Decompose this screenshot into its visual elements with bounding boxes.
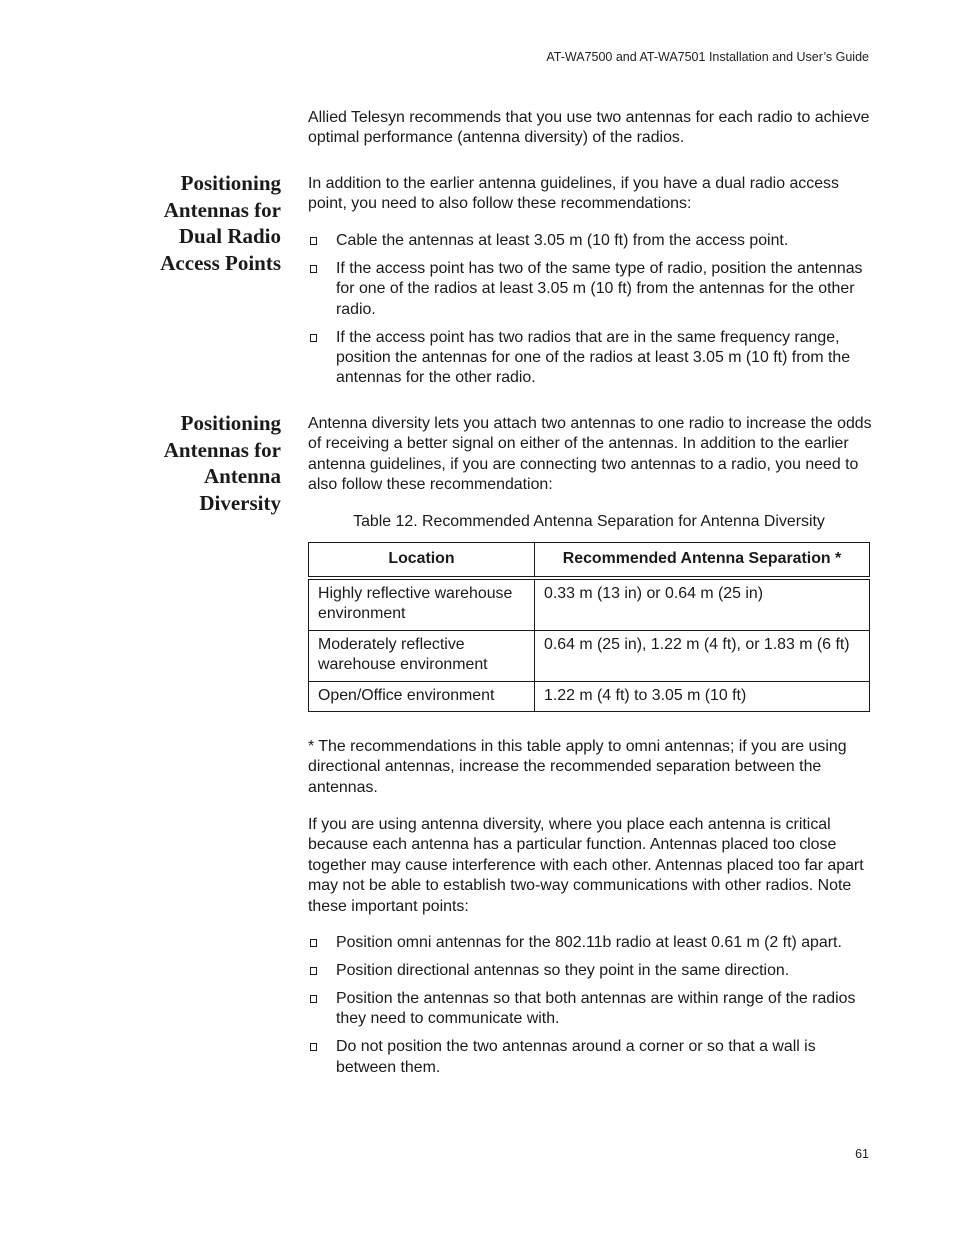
table-cell: 0.64 m (25 in), 1.22 m (4 ft), or 1.83 m (6 ft) (535, 630, 870, 681)
table-cell: Highly reflective warehouse environment (309, 578, 535, 630)
page-number: 61 (855, 1147, 869, 1161)
heading-line: Positioning (180, 171, 281, 195)
list-item: Position the antennas so that both antennas are within range of the radios they need to communicate with. (308, 989, 873, 1030)
table-footnote: * The recommendations in this table apply to omni antennas; if you are using directional antennas, increase the recommended separation between the antennas. (308, 738, 847, 796)
checkbox-bullet-icon (310, 1043, 317, 1051)
intro-paragraph: Allied Telesyn recommends that you use two antennas for each radio to achieve optimal performance (antenna diversity) of the radios. (308, 109, 870, 147)
placement-bullet-list (308, 933, 873, 1085)
section-heading-dual-radio (120, 170, 281, 276)
table-row (309, 681, 870, 711)
table-row (309, 630, 870, 681)
dual-radio-paragraph: In addition to the earlier antenna guidelines, if you have a dual radio access point, you need to also follow these recommendations: (308, 175, 839, 213)
table-cell: Moderately reflective warehouse environment (309, 630, 535, 681)
list-item: Position directional antennas so they point in the same direction. (308, 961, 873, 981)
heading-line: Access Points (160, 250, 281, 275)
checkbox-bullet-icon (310, 237, 317, 245)
heading-line: Diversity (199, 490, 281, 515)
checkbox-bullet-icon (310, 939, 317, 947)
column-header-location: Location (309, 543, 535, 579)
checkbox-bullet-icon (310, 995, 317, 1003)
table-cell: Open/Office environment (309, 681, 535, 711)
checkbox-bullet-icon (310, 967, 317, 975)
column-header-separation: Recommended Antenna Separation * (535, 543, 870, 579)
running-header: AT-WA7500 and AT-WA7501 Installation and User’s Guide (546, 50, 869, 64)
list-item: If the access point has two radios that are in the same frequency range, position the antennas for one of the radios at least 3.05 m (10 ft) from the antennas for the other radio. (308, 328, 873, 389)
table-caption: Table 12. Recommended Antenna Separation for Antenna Diversity (353, 513, 825, 530)
heading-line: Positioning (180, 411, 281, 435)
list-item: If the access point has two of the same type of radio, position the antennas for one of the radios at least 3.05 m (10 ft) from the antennas for the other radio. (308, 259, 873, 320)
table-cell: 1.22 m (4 ft) to 3.05 m (10 ft) (535, 681, 870, 711)
heading-line: Dual Radio (178, 224, 281, 248)
section-heading-antenna-diversity (120, 410, 281, 516)
table-header-row (309, 543, 870, 579)
checkbox-bullet-icon (310, 265, 317, 273)
heading-line: Antennas for (163, 437, 281, 462)
heading-line: Antennas for (163, 197, 281, 222)
list-item: Position omni antennas for the 802.11b radio at least 0.61 m (2 ft) apart. (308, 933, 873, 953)
placement-paragraph: If you are using antenna diversity, where you place each antenna is critical because each antenna has a particular function. Antennas placed too close together may cause interference with each other. Antennas placed too far apart may not be able to establish two-way communications with other radios. Note these important points: (308, 816, 864, 915)
list-item: Do not position the two antennas around a corner or so that a wall is between them. (308, 1037, 873, 1078)
checkbox-bullet-icon (310, 334, 317, 342)
heading-line: Antenna (203, 464, 281, 488)
antenna-separation-table (308, 542, 870, 712)
list-item: Cable the antennas at least 3.05 m (10 ft) from the access point. (308, 231, 873, 251)
dual-radio-bullet-list (308, 231, 873, 396)
antenna-diversity-paragraph: Antenna diversity lets you attach two antennas to one radio to increase the odds of receiving a better signal on either of the antennas. In addition to the earlier antenna guidelines, if you are connecting two antennas to a radio, you need to also follow these recommendation: (308, 415, 872, 494)
table-cell: 0.33 m (13 in) or 0.64 m (25 in) (535, 578, 870, 630)
table-row (309, 578, 870, 630)
